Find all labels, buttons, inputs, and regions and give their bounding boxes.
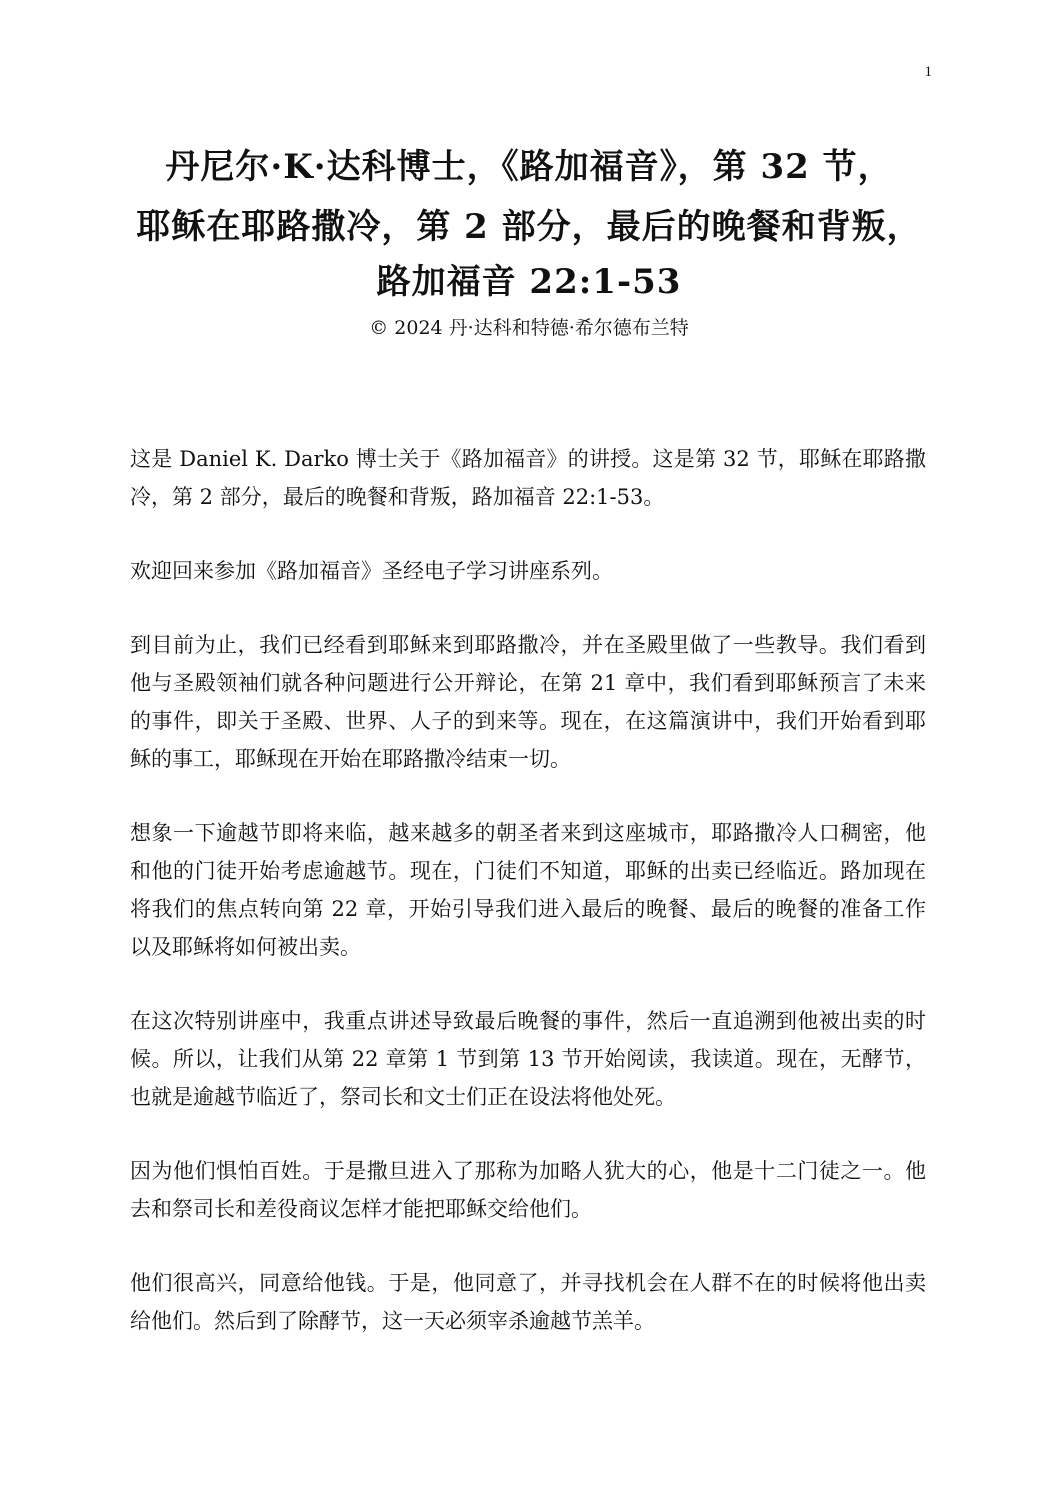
title-block — [120, 140, 938, 340]
paragraph: 因为他们惧怕百姓。于是撒旦进入了那称为加略人犹大的心，他是十二门徒之一。他去和祭司长和差役商议怎样才能把耶稣交给他们。 — [130, 1159, 926, 1221]
page-number: 1 — [924, 64, 932, 80]
paragraph: 欢迎回来参加《路加福音》圣经电子学习讲座系列。 — [130, 559, 613, 583]
copyright-notice: © 2024 丹·达科和特德·希尔德布兰特 — [369, 317, 689, 339]
paragraph: 在这次特别讲座中，我重点讲述导致最后晚餐的事件，然后一直追溯到他被出卖的时候。所以，让我们从第 22 章第 1 节到第 13 节开始阅读，我读道。现在，无酵节，也就是逾越节临近了，祭司长和文士们正在设法将他处死。 — [130, 1009, 926, 1109]
document-subtitle: 耶稣在耶路撒冷，第 2 部分，最后的晚餐和背叛，路加福音 22:1-53 — [136, 207, 922, 302]
paragraph: 他们很高兴，同意给他钱。于是，他同意了，并寻找机会在人群不在的时候将他出卖给他们。然后到了除酵节，这一天必须宰杀逾越节羔羊。 — [130, 1271, 926, 1333]
document-title: 丹尼尔·K·达科博士，《路加福音》，第 32 节， — [165, 147, 893, 187]
paragraph: 到目前为止，我们已经看到耶稣来到耶路撒冷，并在圣殿里做了一些教导。我们看到他与圣殿领袖们就各种问题进行公开辩论，在第 21 章中，我们看到耶稣预言了未来的事件，即关于圣殿、世界、人子的到来等。现在，在这篇演讲中，我们开始看到耶稣的事工，耶稣现在开始在耶路撒冷结束一切。 — [130, 633, 926, 771]
paragraph: 想象一下逾越节即将来临，越来越多的朝圣者来到这座城市，耶路撒冷人口稠密，他和他的门徒开始考虑逾越节。现在，门徒们不知道，耶稣的出卖已经临近。路加现在将我们的焦点转向第 22 章，开始引导我们进入最后的晚餐、最后的晚餐的准备工作以及耶稣将如何被出卖。 — [130, 821, 926, 959]
paragraph: 这是 Daniel K. Darko 博士关于《路加福音》的讲授。这是第 32 节，耶稣在耶路撒冷，第 2 部分，最后的晚餐和背叛，路加福音 22:1-53。 — [130, 447, 926, 509]
body-text — [130, 440, 926, 1376]
